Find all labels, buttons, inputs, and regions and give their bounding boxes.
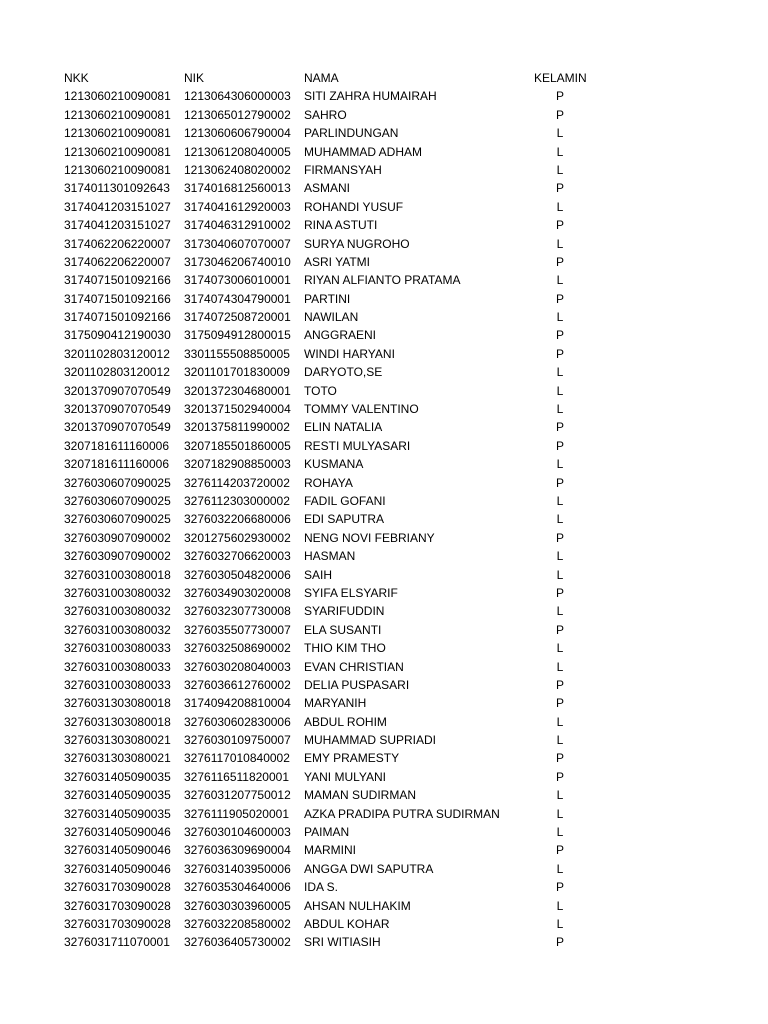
cell-kelamin: L (556, 861, 564, 876)
cell-nkk: 3276031303080018 (64, 696, 171, 711)
header-nkk: NKK (64, 71, 89, 85)
cell-nik: 1213060606790004 (184, 126, 291, 141)
cell-nik: 3276031403950006 (184, 861, 291, 876)
cell-nik: 3201371502940004 (184, 402, 291, 417)
table-row (64, 639, 724, 657)
cell-kelamin: L (556, 199, 564, 214)
cell-nama: IDA S. (304, 880, 339, 895)
cell-nkk: 3276030907090002 (64, 549, 171, 564)
cell-nama: PAIMAN (304, 825, 350, 840)
cell-kelamin: P (555, 420, 564, 435)
cell-nama: ANGGRAENI (304, 328, 377, 343)
cell-nama: AHSAN NULHAKIM (304, 898, 411, 913)
header-kelamin: KELAMIN (534, 71, 587, 85)
cell-nik: 3201375811990002 (184, 420, 290, 435)
cell-nik: 3201275602930002 (184, 530, 291, 545)
cell-nik: 3173040607070007 (184, 236, 291, 251)
cell-nkk: 3174071501092166 (64, 310, 171, 325)
cell-nkk: 3174062206220007 (64, 236, 171, 251)
cell-nama: KUSMANA (304, 457, 364, 472)
table-row (64, 510, 724, 528)
cell-kelamin: P (555, 677, 564, 692)
cell-nik: 3174074304790001 (184, 291, 291, 306)
cell-nik: 3276030208040003 (184, 659, 291, 674)
header-nama: NAMA (304, 71, 339, 85)
cell-nkk: 3276031405090035 (64, 806, 171, 821)
cell-nik: 3276112303000002 (184, 493, 290, 508)
cell-nik: 3276034903020008 (184, 585, 291, 600)
cell-kelamin: L (556, 641, 564, 656)
table-row (64, 143, 724, 161)
table-row (64, 860, 724, 878)
cell-kelamin: P (555, 843, 564, 858)
cell-nama: MAMAN SUDIRMAN (304, 788, 417, 803)
cell-kelamin: P (555, 769, 564, 784)
cell-nkk: 3276031405090035 (64, 769, 171, 784)
cell-kelamin: L (556, 898, 564, 913)
cell-nkk: 1213060210090081 (64, 107, 171, 122)
table-body (64, 87, 724, 951)
cell-nama: ABDUL ROHIM (304, 714, 387, 729)
cell-nik: 3276116511820001 (184, 769, 289, 784)
table-row (64, 492, 724, 510)
cell-nik: 3276035304640006 (184, 880, 291, 895)
cell-nama: SURYA NUGROHO (304, 236, 410, 251)
cell-nkk: 3201370907070549 (64, 402, 171, 417)
cell-nkk: 3276031703090028 (64, 898, 171, 913)
cell-nik: 3174046312910002 (184, 218, 291, 233)
cell-nkk: 3276030907090002 (64, 530, 171, 545)
cell-nama: MUHAMMAD SUPRIADI (304, 733, 437, 748)
cell-nik: 3276030303960005 (184, 898, 291, 913)
cell-nkk: 3276031703090028 (64, 916, 171, 931)
cell-nama: ASMANI (304, 181, 351, 196)
cell-kelamin: P (555, 880, 564, 895)
cell-nkk: 3175090412190030 (64, 328, 171, 343)
cell-kelamin: L (556, 788, 564, 803)
cell-nama: SYARIFUDDIN (304, 604, 385, 619)
table-row (64, 749, 724, 767)
cell-nama: HASMAN (304, 549, 356, 564)
cell-nama: SRI WITIASIH (304, 935, 381, 950)
cell-nik: 3301155508850005 (184, 346, 290, 361)
cell-kelamin: L (556, 512, 564, 527)
cell-nama: MUHAMMAD ADHAM (304, 144, 423, 159)
cell-nik: 3276035507730007 (184, 622, 291, 637)
table-row (64, 823, 724, 841)
cell-kelamin: P (555, 475, 564, 490)
cell-nama: ANGGA DWI SAPUTRA (304, 861, 434, 876)
cell-nkk: 3276031405090046 (64, 861, 171, 876)
cell-nkk: 3276031405090046 (64, 843, 171, 858)
cell-kelamin: L (556, 365, 564, 380)
cell-nkk: 3174041203151027 (64, 218, 171, 233)
cell-kelamin: P (555, 346, 564, 361)
cell-kelamin: P (555, 218, 564, 233)
table-row (64, 878, 724, 896)
cell-kelamin: P (555, 328, 564, 343)
table-row (64, 437, 724, 455)
cell-nkk: 3276031303080018 (64, 714, 171, 729)
cell-nama: ELIN NATALIA (304, 420, 383, 435)
cell-nik: 3276032508690002 (184, 641, 291, 656)
cell-kelamin: P (555, 107, 564, 122)
cell-nama: RIYAN ALFIANTO PRATAMA (304, 273, 461, 288)
cell-nik: 3276111905020001 (184, 806, 289, 821)
cell-nama: THIO KIM THO (304, 641, 386, 656)
cell-kelamin: P (555, 530, 564, 545)
cell-nik: 3276036405730002 (184, 935, 291, 950)
table-row (64, 713, 724, 731)
cell-nik: 3276117010840002 (184, 751, 290, 766)
table-row (64, 326, 724, 344)
cell-kelamin: L (556, 383, 564, 398)
cell-nkk: 3201102803120012 (64, 346, 170, 361)
cell-nik: 3276114203720002 (184, 475, 290, 490)
cell-nik: 3207185501860005 (184, 438, 291, 453)
table-row (64, 933, 724, 951)
table-row (64, 621, 724, 639)
table-row (64, 308, 724, 326)
cell-nik: 1213061208040005 (184, 144, 291, 159)
data-table (64, 69, 724, 952)
table-row (64, 198, 724, 216)
table-row (64, 179, 724, 197)
table-row (64, 841, 724, 859)
table-row (64, 805, 724, 823)
cell-kelamin: L (556, 162, 564, 177)
cell-nkk: 3276031303080021 (64, 733, 171, 748)
table-row (64, 161, 724, 179)
table-row (64, 897, 724, 915)
cell-nkk: 1213060210090081 (64, 144, 171, 159)
cell-nik: 3201101701830009 (184, 365, 290, 380)
cell-nama: ASRI YATMI (304, 254, 371, 269)
cell-nkk: 3201370907070549 (64, 383, 171, 398)
table-row (64, 768, 724, 786)
cell-nik: 3276036309690004 (184, 843, 291, 858)
table-row (64, 124, 724, 142)
cell-kelamin: P (555, 89, 564, 104)
cell-nama: AZKA PRADIPA PUTRA SUDIRMAN (304, 806, 500, 821)
cell-nik: 3276032706620003 (184, 549, 291, 564)
cell-nik: 3276032206680006 (184, 512, 291, 527)
cell-nama: PARTINI (304, 291, 351, 306)
cell-kelamin: P (555, 622, 564, 637)
cell-nkk: 3276031003080018 (64, 567, 171, 582)
cell-nik: 3174094208810004 (184, 696, 291, 711)
cell-nkk: 3276031003080033 (64, 677, 171, 692)
cell-nik: 3174016812560013 (184, 181, 291, 196)
cell-kelamin: L (556, 310, 564, 325)
cell-nama: DELIA PUSPASARI (304, 677, 410, 692)
cell-nama: FADIL GOFANI (304, 493, 386, 508)
cell-nama: FIRMANSYAH (304, 162, 382, 177)
table-row (64, 253, 724, 271)
table-row (64, 345, 724, 363)
cell-kelamin: L (556, 916, 564, 931)
table-row (64, 547, 724, 565)
cell-kelamin: L (556, 825, 564, 840)
cell-nik: 3276032208580002 (184, 916, 291, 931)
cell-kelamin: P (555, 438, 564, 453)
cell-nama: RINA ASTUTI (304, 218, 378, 233)
cell-kelamin: L (556, 604, 564, 619)
header-nik: NIK (184, 71, 205, 85)
cell-nkk: 3276031405090046 (64, 825, 171, 840)
cell-nama: SAIH (304, 567, 333, 582)
cell-nkk: 3276031703090028 (64, 880, 171, 895)
cell-nkk: 3207181611160006 (64, 457, 169, 472)
cell-nkk: 3207181611160006 (64, 438, 169, 453)
cell-kelamin: L (556, 236, 564, 251)
cell-nama: TOTO (304, 383, 337, 398)
cell-kelamin: P (555, 585, 564, 600)
cell-nik: 3276036612760002 (184, 677, 291, 692)
cell-nkk: 3276031711070001 (64, 935, 170, 950)
cell-nik: 1213064306000003 (184, 89, 291, 104)
table-row (64, 731, 724, 749)
cell-nkk: 3174062206220007 (64, 254, 171, 269)
table-row (64, 290, 724, 308)
cell-kelamin: L (556, 493, 564, 508)
cell-nama: PARLINDUNGAN (304, 126, 399, 141)
cell-nkk: 3276030607090025 (64, 475, 171, 490)
cell-nama: SITI ZAHRA HUMAIRAH (304, 89, 437, 104)
table-row (64, 566, 724, 584)
table-row (64, 235, 724, 253)
cell-nkk: 3276031003080032 (64, 604, 171, 619)
cell-nkk: 3174071501092166 (64, 273, 171, 288)
table-row (64, 676, 724, 694)
cell-nik: 3276032307730008 (184, 604, 291, 619)
table-row (64, 216, 724, 234)
table-row (64, 474, 724, 492)
cell-kelamin: P (555, 696, 564, 711)
table-row (64, 584, 724, 602)
table-row (64, 87, 724, 105)
cell-nkk: 3276030607090025 (64, 512, 171, 527)
cell-kelamin: L (556, 714, 564, 729)
cell-kelamin: L (556, 733, 564, 748)
table-row (64, 418, 724, 436)
cell-nik: 3201372304680001 (184, 383, 291, 398)
cell-nkk: 3174011301092643 (64, 181, 170, 196)
cell-nama: ROHAYA (304, 475, 353, 490)
cell-kelamin: L (556, 549, 564, 564)
cell-nkk: 3174041203151027 (64, 199, 171, 214)
cell-nama: YANI MULYANI (304, 769, 387, 784)
table-row (64, 271, 724, 289)
table-row (64, 786, 724, 804)
cell-kelamin: L (556, 457, 564, 472)
cell-nik: 3207182908850003 (184, 457, 291, 472)
table-row (64, 400, 724, 418)
cell-nik: 3174041612920003 (184, 199, 291, 214)
cell-nkk: 3276031405090035 (64, 788, 171, 803)
cell-nama: EVAN CHRISTIAN (304, 659, 404, 674)
table-row (64, 602, 724, 620)
cell-nik: 1213062408020002 (184, 162, 291, 177)
cell-nik: 3276030104600003 (184, 825, 291, 840)
cell-nama: MARYANIH (304, 696, 367, 711)
cell-nik: 1213065012790002 (184, 107, 291, 122)
cell-nama: DARYOTO,SE (304, 365, 383, 380)
cell-nama: SYIFA ELSYARIF (304, 585, 398, 600)
cell-kelamin: P (555, 935, 564, 950)
cell-nama: EMY PRAMESTY (304, 751, 400, 766)
cell-kelamin: L (556, 273, 564, 288)
cell-nik: 3276031207750012 (184, 788, 291, 803)
cell-nkk: 3174071501092166 (64, 291, 171, 306)
cell-kelamin: L (556, 567, 564, 582)
cell-kelamin: L (556, 659, 564, 674)
cell-nik: 3174073006010001 (184, 273, 291, 288)
cell-nama: MARMINI (304, 843, 356, 858)
cell-nama: NAWILAN (304, 310, 359, 325)
cell-kelamin: L (556, 806, 564, 821)
cell-nkk: 3276031003080033 (64, 641, 171, 656)
cell-kelamin: P (555, 181, 564, 196)
cell-nkk: 3201370907070549 (64, 420, 171, 435)
cell-kelamin: P (555, 291, 564, 306)
cell-nik: 3175094912800015 (184, 328, 291, 343)
cell-nik: 3276030602830006 (184, 714, 291, 729)
table-row (64, 455, 724, 473)
cell-nkk: 1213060210090081 (64, 126, 171, 141)
cell-nama: EDI SAPUTRA (304, 512, 385, 527)
cell-nik: 3174072508720001 (184, 310, 291, 325)
table-row (64, 915, 724, 933)
table-row (64, 694, 724, 712)
table-row (64, 529, 724, 547)
cell-nkk: 3201102803120012 (64, 365, 170, 380)
cell-nkk: 3276031303080021 (64, 751, 171, 766)
cell-nkk: 1213060210090081 (64, 162, 171, 177)
cell-nkk: 3276030607090025 (64, 493, 171, 508)
cell-nik: 3276030109750007 (184, 733, 291, 748)
cell-kelamin: P (555, 751, 564, 766)
cell-nik: 3173046206740010 (184, 254, 291, 269)
cell-nama: NENG NOVI FEBRIANY (304, 530, 435, 545)
cell-nkk: 3276031003080032 (64, 585, 171, 600)
cell-nama: TOMMY VALENTINO (304, 402, 419, 417)
cell-nama: SAHRO (304, 107, 347, 122)
cell-nik: 3276030504820006 (184, 567, 291, 582)
cell-nama: ROHANDI YUSUF (304, 199, 404, 214)
cell-kelamin: L (556, 144, 564, 159)
table-row (64, 382, 724, 400)
cell-nkk: 3276031003080032 (64, 622, 171, 637)
table-row (64, 363, 724, 381)
cell-kelamin: L (556, 126, 564, 141)
cell-nama: ELA SUSANTI (304, 622, 382, 637)
cell-kelamin: P (555, 254, 564, 269)
table-header-row (64, 69, 724, 87)
cell-nama: RESTI MULYASARI (304, 438, 411, 453)
cell-kelamin: L (556, 402, 564, 417)
table-row (64, 658, 724, 676)
cell-nama: ABDUL KOHAR (304, 916, 390, 931)
table-row (64, 106, 724, 124)
cell-nkk: 3276031003080033 (64, 659, 171, 674)
cell-nama: WINDI HARYANI (304, 346, 395, 361)
cell-nkk: 1213060210090081 (64, 89, 171, 104)
